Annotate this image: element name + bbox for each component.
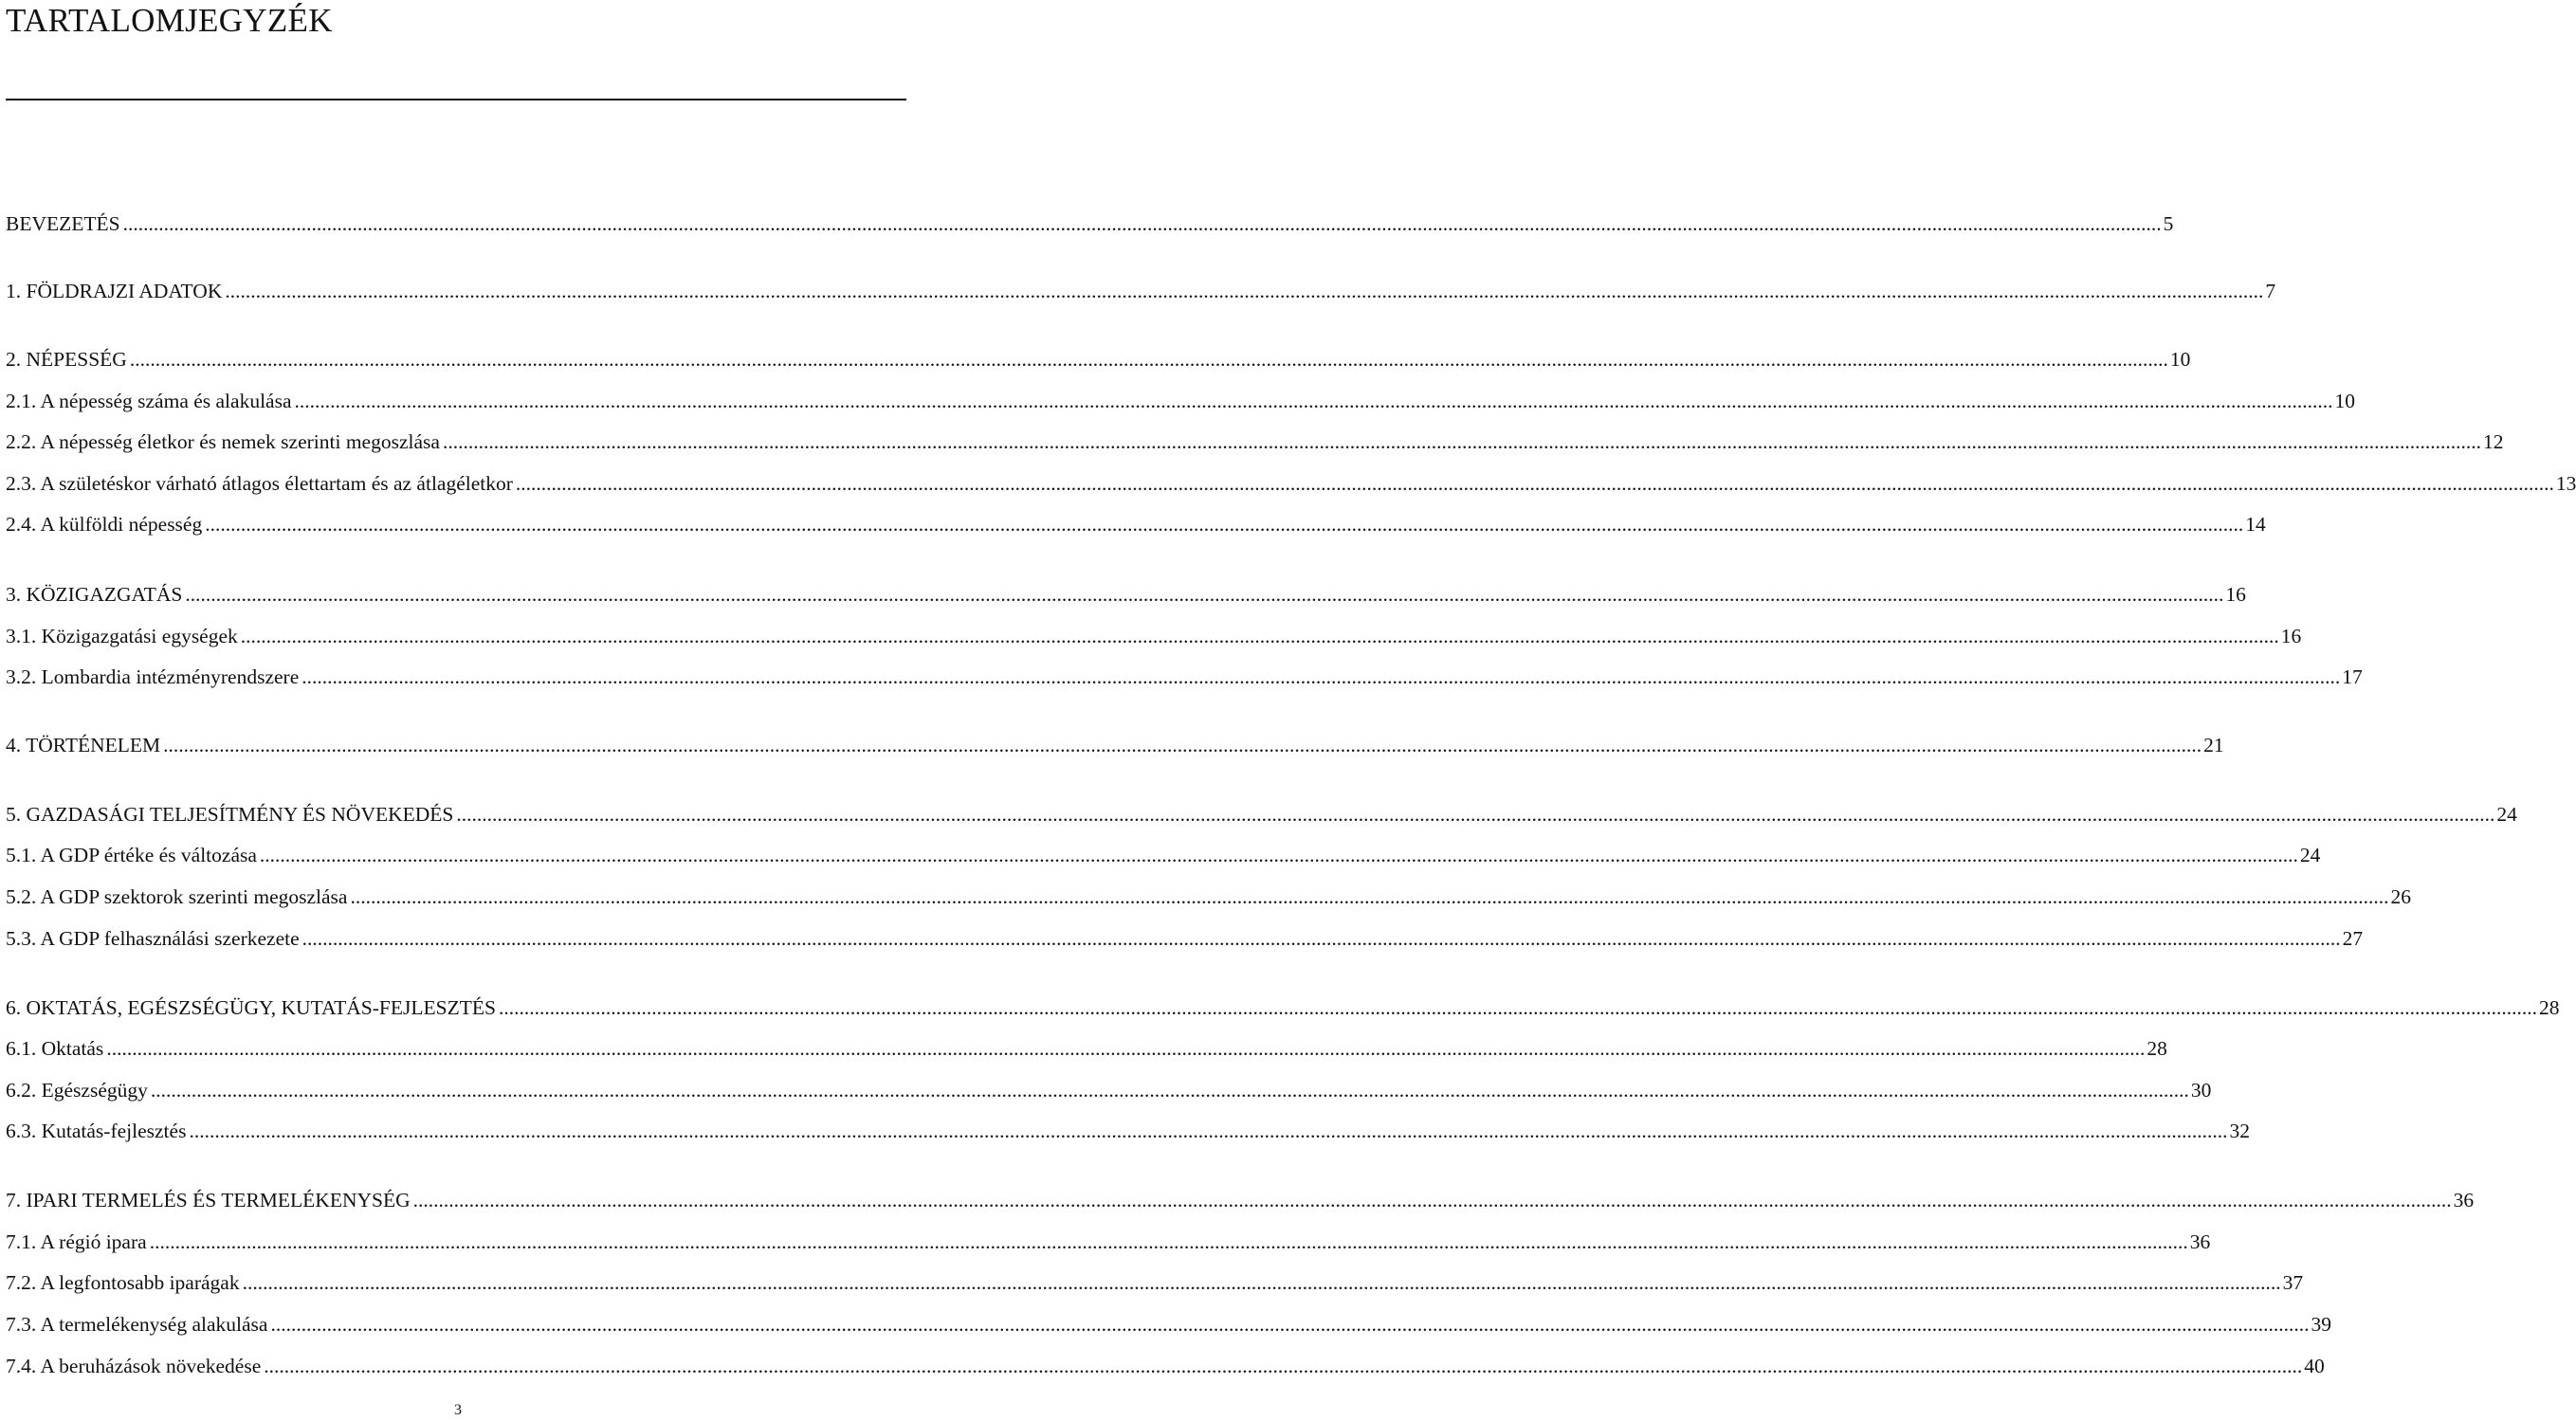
dot-leader: ................................................................................................................................................................................................................................................................................................................................................................................................................ bbox=[149, 1230, 2188, 1253]
title-divider bbox=[6, 99, 906, 100]
toc-entry-page: 17 bbox=[2342, 665, 2363, 688]
toc-entry[interactable] bbox=[6, 924, 2364, 953]
dot-leader: ................................................................................................................................................................................................................................................................................................................................................................................................................ bbox=[270, 1313, 2310, 1336]
toc-entry-label: 1. FÖLDRAJZI ADATOK bbox=[6, 280, 223, 302]
toc-entry-page: 5 bbox=[2163, 212, 2174, 235]
dot-leader: ................................................................................................................................................................................................................................................................................................................................................................................................................ bbox=[185, 583, 2224, 606]
toc-entry-label: 7.1. A régió ipara bbox=[6, 1230, 147, 1253]
toc-entry-label: 5.1. A GDP értéke és változása bbox=[6, 844, 257, 866]
toc-entry-page: 14 bbox=[2245, 513, 2266, 536]
dot-leader: ................................................................................................................................................................................................................................................................................................................................................................................................................ bbox=[240, 625, 2279, 647]
toc-entry-label: 3.1. Közigazgatási egységek bbox=[6, 625, 238, 647]
toc-entry[interactable] bbox=[6, 1352, 2325, 1380]
toc-entry-page: 7 bbox=[2265, 280, 2276, 302]
dot-leader: ................................................................................................................................................................................................................................................................................................................................................................................................................ bbox=[515, 472, 2554, 495]
toc-entry-page: 27 bbox=[2342, 927, 2364, 950]
toc-entry-page: 13 bbox=[2555, 472, 2576, 495]
dot-leader: ................................................................................................................................................................................................................................................................................................................................................................................................................ bbox=[242, 1271, 2281, 1294]
dot-leader: ................................................................................................................................................................................................................................................................................................................................................................................................................ bbox=[264, 1355, 2303, 1377]
dot-leader: ................................................................................................................................................................................................................................................................................................................................................................................................................ bbox=[163, 734, 2202, 756]
toc-entry[interactable] bbox=[6, 1076, 2212, 1104]
toc-entry-label: 3. KÖZIGAZGATÁS bbox=[6, 583, 183, 606]
toc-entry[interactable] bbox=[6, 1117, 2250, 1145]
toc-entry-label: 6.3. Kutatás-fejlesztés bbox=[6, 1120, 187, 1142]
toc-entry[interactable] bbox=[6, 580, 2246, 609]
toc-entry-page: 32 bbox=[2229, 1120, 2250, 1142]
dot-leader: ................................................................................................................................................................................................................................................................................................................................................................................................................ bbox=[412, 1189, 2452, 1211]
dot-leader: ................................................................................................................................................................................................................................................................................................................................................................................................................ bbox=[122, 212, 2162, 235]
toc-entry[interactable] bbox=[6, 1310, 2331, 1339]
toc-entry-label: 2. NÉPESSÉG bbox=[6, 348, 127, 371]
toc-entry-label: 6. OKTATÁS, EGÉSZSÉGÜGY, KUTATÁS-FEJLESZTÉS bbox=[6, 996, 496, 1019]
toc-entry-page: 39 bbox=[2311, 1313, 2331, 1336]
toc-entry[interactable] bbox=[6, 1034, 2167, 1063]
dot-leader: ................................................................................................................................................................................................................................................................................................................................................................................................................ bbox=[498, 996, 2537, 1019]
toc-entry-page: 24 bbox=[2299, 844, 2321, 866]
toc-entry-label: 6.2. Egészségügy bbox=[6, 1079, 148, 1102]
dot-leader: ................................................................................................................................................................................................................................................................................................................................................................................................................ bbox=[189, 1120, 2228, 1142]
toc-entry-label: 3.2. Lombardia intézményrendszere bbox=[6, 665, 300, 688]
dot-leader: ................................................................................................................................................................................................................................................................................................................................................................................................................ bbox=[259, 844, 2298, 866]
toc-entry-label: 7.2. A legfontosabb iparágak bbox=[6, 1271, 240, 1294]
toc-entry-page: 10 bbox=[2334, 390, 2356, 412]
toc-entry-page: 10 bbox=[2169, 348, 2191, 371]
toc-entry-label: 6.1. Oktatás bbox=[6, 1037, 104, 1060]
toc-entry[interactable] bbox=[6, 731, 2224, 759]
dot-leader: ................................................................................................................................................................................................................................................................................................................................................................................................................ bbox=[129, 348, 2168, 371]
toc-entry[interactable] bbox=[6, 1186, 2475, 1214]
dot-leader: ................................................................................................................................................................................................................................................................................................................................................................................................................ bbox=[106, 1037, 2146, 1060]
dot-leader: ................................................................................................................................................................................................................................................................................................................................................................................................................ bbox=[301, 665, 2341, 688]
toc-entry[interactable] bbox=[6, 622, 2302, 650]
toc-entry[interactable] bbox=[6, 428, 2504, 456]
dot-leader: ................................................................................................................................................................................................................................................................................................................................................................................................................ bbox=[301, 927, 2341, 950]
toc-entry-label: 7. IPARI TERMELÉS ÉS TERMELÉKENYSÉG bbox=[6, 1189, 411, 1211]
toc-entry[interactable] bbox=[6, 1228, 2211, 1256]
toc-entry-page: 16 bbox=[2280, 625, 2302, 647]
page-number: 3 bbox=[454, 1402, 462, 1418]
toc-entry-label: 2.4. A külföldi népesség bbox=[6, 513, 203, 536]
toc-entry[interactable] bbox=[6, 210, 2174, 238]
dot-leader: ................................................................................................................................................................................................................................................................................................................................................................................................................ bbox=[150, 1079, 2189, 1102]
toc-entry-label: 7.4. A beruházások növekedése bbox=[6, 1355, 262, 1377]
toc-entry-label: 4. TÖRTÉNELEM bbox=[6, 734, 161, 756]
toc-entry[interactable] bbox=[6, 800, 2517, 829]
toc-entry[interactable] bbox=[6, 841, 2321, 869]
toc-entry-page: 36 bbox=[2453, 1189, 2475, 1211]
toc-entry-label: 2.1. A népesség száma és alakulása bbox=[6, 390, 292, 412]
dot-leader: ................................................................................................................................................................................................................................................................................................................................................................................................................ bbox=[442, 430, 2481, 453]
dot-leader: ................................................................................................................................................................................................................................................................................................................................................................................................................ bbox=[225, 280, 2264, 302]
toc-entry-page: 12 bbox=[2482, 430, 2504, 453]
toc-entry-label: 7.3. A termelékenység alakulása bbox=[6, 1313, 268, 1336]
toc-entry[interactable] bbox=[6, 387, 2356, 415]
toc-entry-label: BEVEZETÉS bbox=[6, 212, 120, 235]
toc-entry-page: 16 bbox=[2225, 583, 2246, 606]
toc-entry-page: 30 bbox=[2190, 1079, 2212, 1102]
toc-entry-page: 36 bbox=[2189, 1230, 2211, 1253]
dot-leader: ................................................................................................................................................................................................................................................................................................................................................................................................................ bbox=[456, 803, 2495, 826]
toc-entry[interactable] bbox=[6, 469, 2576, 498]
toc-entry[interactable] bbox=[6, 510, 2266, 538]
page-title: TARTALOMJEGYZÉK bbox=[6, 2, 333, 39]
dot-leader: ................................................................................................................................................................................................................................................................................................................................................................................................................ bbox=[350, 885, 2389, 908]
toc-entry[interactable] bbox=[6, 883, 2411, 911]
toc-entry[interactable] bbox=[6, 993, 2560, 1022]
toc-entry-page: 40 bbox=[2304, 1355, 2325, 1377]
toc-entry[interactable] bbox=[6, 277, 2276, 305]
dot-leader: ................................................................................................................................................................................................................................................................................................................................................................................................................ bbox=[294, 390, 2333, 412]
toc-entry[interactable] bbox=[6, 663, 2363, 691]
toc-entry-page: 28 bbox=[2147, 1037, 2167, 1060]
toc-entry-page: 28 bbox=[2538, 996, 2560, 1019]
toc-entry-page: 26 bbox=[2390, 885, 2411, 908]
toc-entry-label: 5.2. A GDP szektorok szerinti megoszlása bbox=[6, 885, 348, 908]
toc-entry-label: 5.3. A GDP felhasználási szerkezete bbox=[6, 927, 300, 950]
toc-entry-label: 2.3. A születéskor várható átlagos élettartam és az átlagéletkor bbox=[6, 472, 513, 495]
dot-leader: ................................................................................................................................................................................................................................................................................................................................................................................................................ bbox=[205, 513, 2244, 536]
toc-entry[interactable] bbox=[6, 345, 2191, 373]
toc-entry-page: 24 bbox=[2496, 803, 2517, 826]
toc-entry-label: 2.2. A népesség életkor és nemek szerinti megoszlása bbox=[6, 430, 440, 453]
toc-entry-page: 37 bbox=[2282, 1271, 2304, 1294]
toc-entry-label: 5. GAZDASÁGI TELJESÍTMÉNY ÉS NÖVEKEDÉS bbox=[6, 803, 454, 826]
toc-entry-page: 21 bbox=[2203, 734, 2224, 756]
toc-entry[interactable] bbox=[6, 1268, 2304, 1297]
